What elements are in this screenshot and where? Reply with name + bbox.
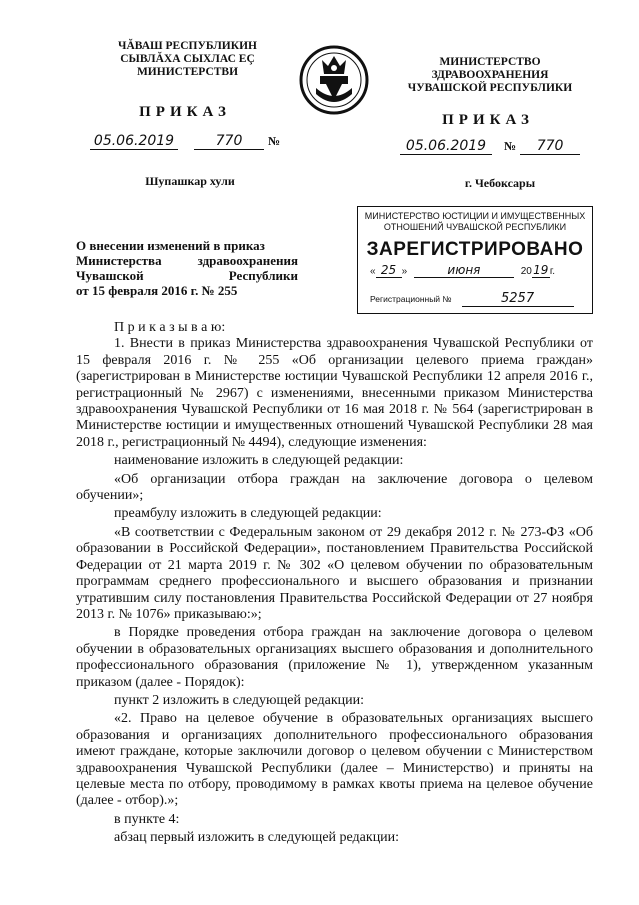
subject-line3 — [76, 268, 298, 283]
left-prikaz-title: ПРИКАЗ — [139, 104, 231, 120]
right-ministry-line1: МИНИСТЕРСТВО — [439, 56, 541, 68]
chuvash-emblem-icon — [298, 44, 370, 116]
body-para-0: П р и к а з ы в а ю: — [114, 320, 226, 335]
body-para-1: 1. Внести в приказ Министерства здравоохранения Чувашской Республики от 15 февраля 2016 г. № 255 «Об организации целевого приема граждан» (зарегистрирован в Министерстве юстиции Чувашской Республики 12 апреля 2016 г., регистрационный № 2967) с изменениями, внесенными приказом Министерства здравоохранения Чувашской Республики от 16 мая 2018 г. № 564 (зарегистрирован в Министерстве юстиции и имущественных отношений Чувашской Республики 28 мая 2018 г., регистрационный № 4494), следующие изменения: — [76, 336, 593, 450]
stamp-day: 25 — [376, 263, 402, 278]
body-para-3: «Об организации отбора граждан на заключение договора о целевом обучении»; — [76, 471, 593, 504]
stamp-registered-title: ЗАРЕГИСТРИРОВАНО — [366, 239, 584, 260]
subject-line3b: Республики — [228, 268, 298, 283]
left-number: 770 — [194, 133, 264, 150]
subject-line4: от 15 февраля 2016 г. № 255 — [76, 283, 238, 298]
body-para-5: «В соответствии с Федеральным законом от 29 декабря 2012 г. № 273-ФЗ «Об образовании в Российской Федерации», постановлением Правительства Российской Федерации от 21 марта 2019 г. № 302 «О целевом обучении по образовательным программам среднего профессионального и высшего образования и признании утратившим силу постановления Правительства Российской Федерации от 27 ноября 2013 г. № 1076» приказываю:»; — [76, 524, 593, 622]
left-date-number-line — [90, 132, 300, 150]
right-ministry-name — [380, 56, 600, 95]
right-prikaz-title: ПРИКАЗ — [442, 112, 534, 128]
subject-line2b: здравоохранения — [197, 253, 298, 268]
left-ministry-line3: МИНИСТЕРСТВИ — [136, 66, 239, 78]
left-city: Шупашкар хули — [145, 174, 235, 188]
stamp-date-line: « 25 » июня 2019г. — [370, 263, 556, 277]
stamp-org-line2: ОТНОШЕНИЙ ЧУВАШСКОЙ РЕСПУБЛИКИ — [383, 222, 567, 232]
body-para-9: в пункте 4: — [114, 811, 180, 827]
right-no-sign: № — [504, 139, 517, 153]
subject-line1: О внесении изменений в приказ — [76, 238, 265, 253]
left-date: 05.06.2019 — [90, 133, 178, 150]
subject-line3a: Чувашской — [76, 268, 144, 283]
body-para-7: пункт 2 изложить в следующей редакции: — [114, 692, 364, 708]
left-ministry-name — [95, 40, 280, 79]
body-para-4: преамбулу изложить в следующей редакции: — [114, 506, 382, 522]
stamp-reg-line — [370, 289, 586, 307]
right-city: г. Чебоксары — [464, 176, 536, 190]
stamp-reg-label: Регистрационный № — [370, 294, 452, 304]
subject-line2a: Министерства — [76, 253, 162, 268]
subject-line2 — [76, 253, 298, 268]
right-ministry-line3: ЧУВАШСКОЙ РЕСПУБЛИКИ — [407, 82, 573, 94]
left-no-sign: № — [268, 134, 281, 148]
stamp-month: июня — [414, 263, 514, 278]
stamp-reg-number: 5257 — [462, 291, 574, 307]
right-number: 770 — [520, 138, 580, 155]
body-para-8: «2. Право на целевое обучение в образовательных организациях высшего образования и организациях дополнительного профессионального образования имеют граждане, которые заключили договор о целевом обучении с Министерством здравоохранения Чувашской Республики (далее – Министерство) и приняты на целевые места по отбору, проводимому в рамках квоты приема на целевое обучение (далее - отбор).»; — [76, 711, 593, 809]
stamp-year-suffix: 19 — [533, 263, 549, 277]
subject-block — [76, 238, 298, 298]
registration-stamp — [357, 206, 593, 314]
left-ministry-line1: ЧĂВАШ РЕСПУБЛИКИН — [118, 40, 257, 52]
body-para-10: абзац первый изложить в следующей редакции: — [114, 830, 400, 846]
right-ministry-line2: ЗДРАВООХРАНЕНИЯ — [431, 69, 549, 81]
order-body — [76, 320, 593, 847]
body-para-6: в Порядке проведения отбора граждан на заключение договора о целевом обучении в образовательных организациях высшего образования и дополнительного профессионального образования (приложение № 1), утвержденном указанным приказом (далее - Порядок): — [76, 625, 593, 690]
body-para-2: наименование изложить в следующей редакции: — [114, 453, 404, 469]
right-date: 05.06.2019 — [400, 138, 492, 155]
right-date-number-line — [400, 137, 620, 155]
left-ministry-line2: СЫВЛĂХА СЫХЛАС ЕÇ — [120, 53, 255, 65]
stamp-org-line1: МИНИСТЕРСТВО ЮСТИЦИИ И ИМУЩЕСТВЕННЫХ — [364, 211, 586, 221]
stamp-year-prefix: 20 — [520, 266, 532, 277]
